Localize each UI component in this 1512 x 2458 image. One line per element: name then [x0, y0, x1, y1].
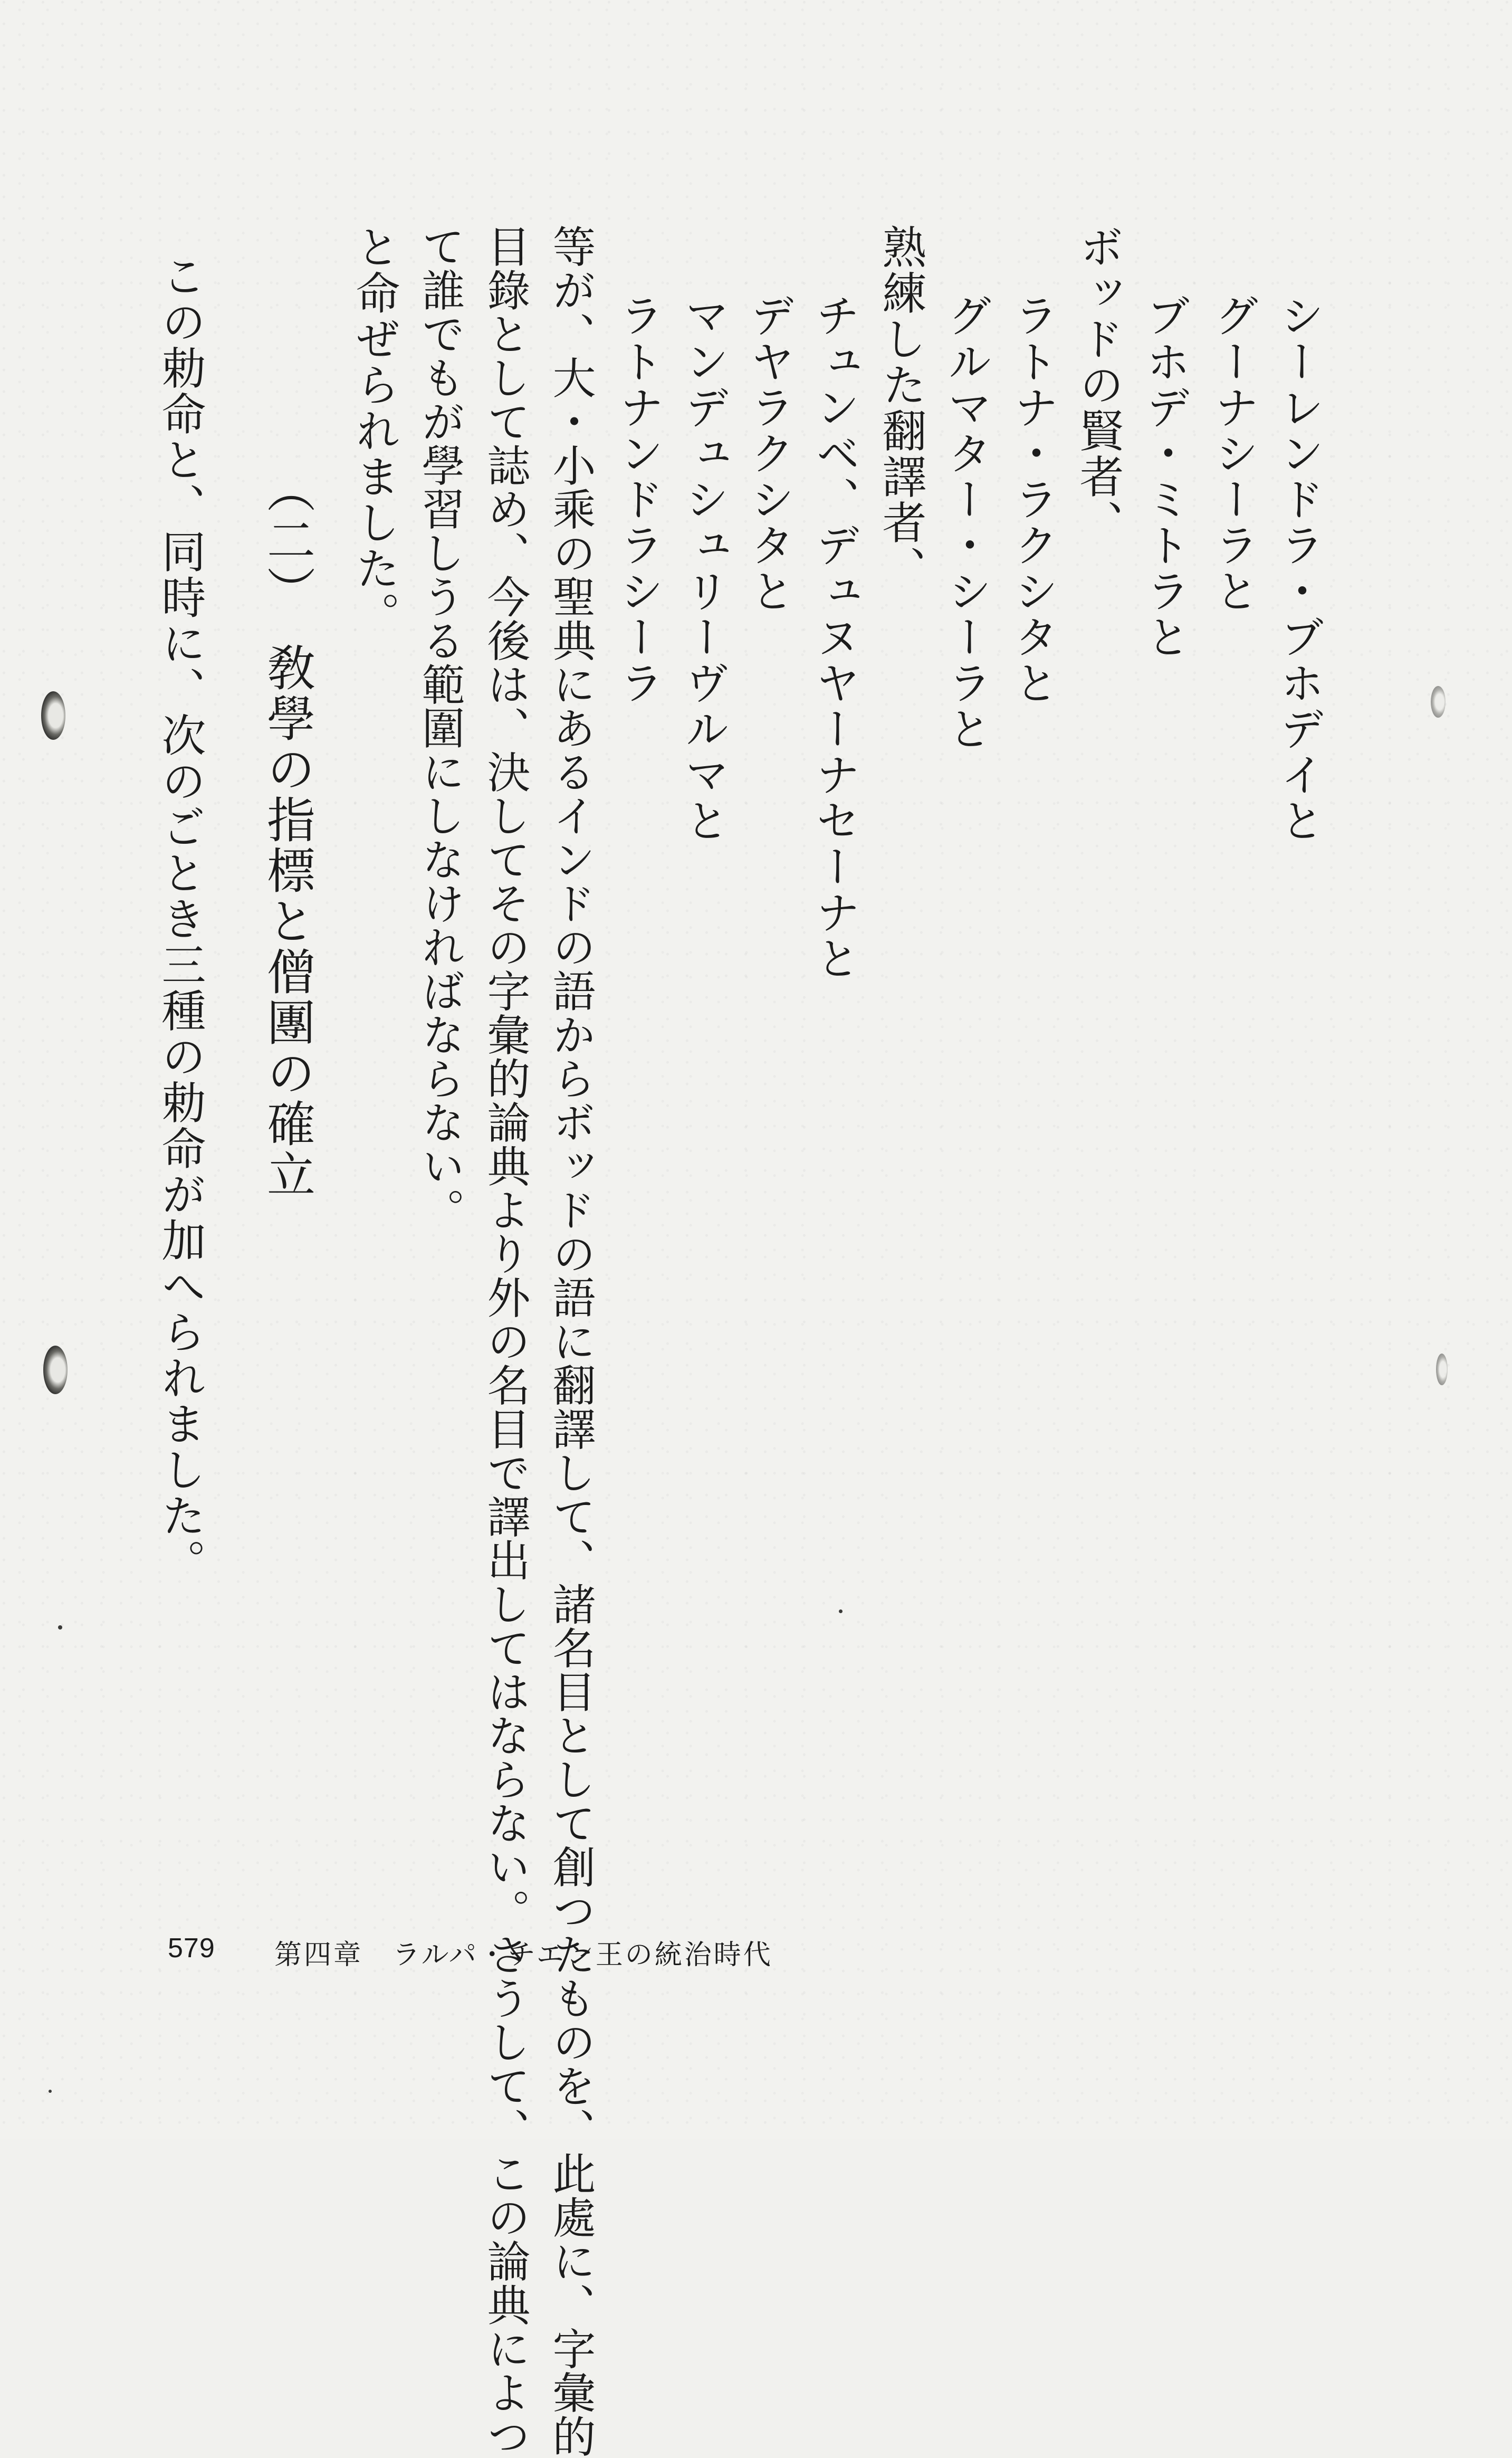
text-column-10: マンデュシュリーヴルマと	[678, 293, 730, 844]
section-heading: （二） 敎學の指標と僧團の確立	[259, 464, 315, 1200]
scan-speck	[49, 2090, 52, 2093]
text-column-14: て誰でもが學習しうる範圍にしなければならない。	[415, 224, 465, 1232]
text-column-5: ラトナ・ラクシタと	[1007, 293, 1059, 706]
text-column-16: この勅命と、同時に、次のごとき三種の勅命が加へられました。	[155, 253, 206, 1585]
text-column-11: ラトナンドラシーラ	[613, 293, 664, 706]
text-column-6: グルマター・シーラと	[941, 293, 992, 752]
binding-hole-top	[41, 691, 65, 740]
text-column-9: デヤラクシタと	[743, 293, 795, 614]
binding-hole-right-top	[1431, 686, 1446, 718]
scan-speck	[839, 1609, 843, 1613]
text-column-3: ブホデ・ミトラと	[1139, 293, 1191, 660]
text-column-13: 目錄として誌め、今後は、決してその字彙的論典より外の名目で譯出してはならない。さうして、この論典によつ	[480, 224, 530, 2458]
text-column-15: と命ぜられました。	[349, 224, 400, 637]
text-column-12: 等が、大・小乘の聖典にあるインドの語からボッドの語に翻譯して、諸名目として創つたものを、此處に、字彙的	[546, 224, 596, 2458]
page-number: 579	[168, 1933, 215, 1964]
binding-hole-right-bottom	[1436, 1354, 1448, 1385]
text-column-1: シーレンドラ・ブホデイと	[1273, 293, 1325, 844]
text-column-7: 熟練した翻譯者、	[875, 224, 927, 592]
binding-hole-bottom	[43, 1346, 68, 1394]
text-column-2: グーナシーラと	[1208, 293, 1259, 614]
chapter-title: 第四章 ラルパ・チエン王の統治時代	[274, 1939, 773, 1971]
text-column-4: ボッドの賢者、	[1073, 224, 1124, 546]
text-column-8: チュンベ、デュヌヤーナセーナと	[809, 293, 860, 982]
scan-speck	[58, 1625, 62, 1630]
